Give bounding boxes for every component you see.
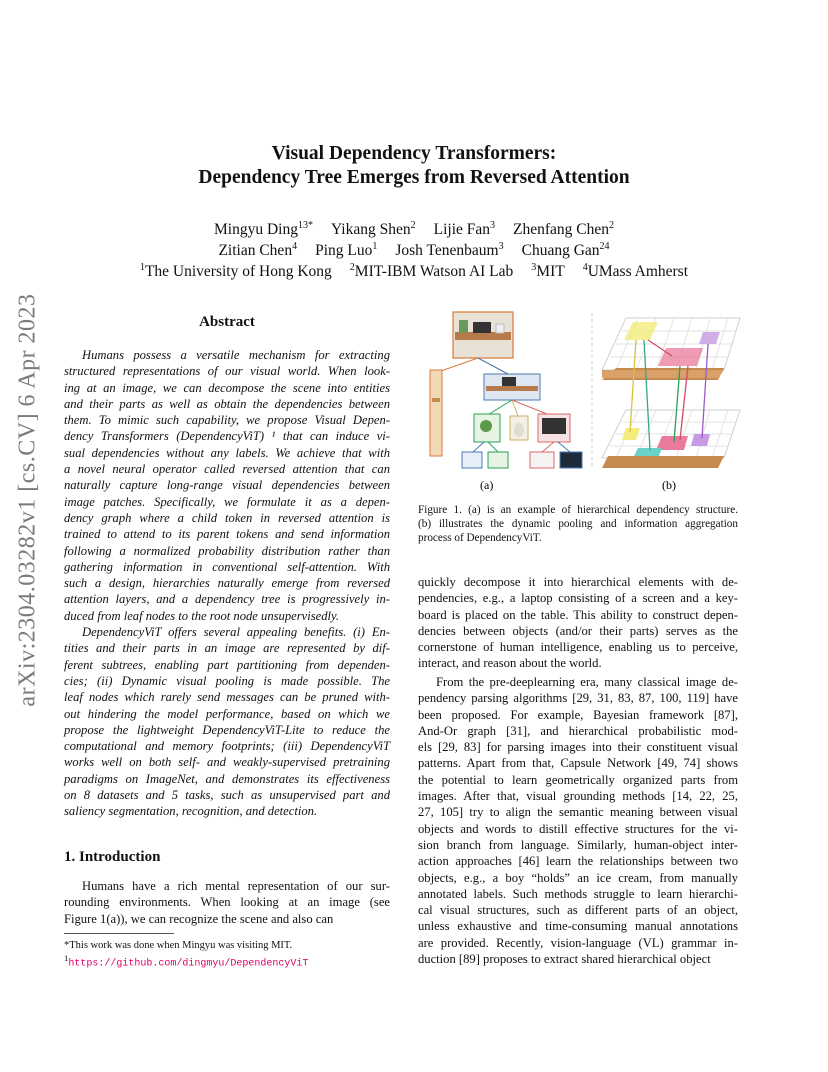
text-line: From the pre-deeplearning era, many classical image de- — [436, 675, 738, 689]
text-line: annotated labels. Such methods struggle to learn hierarchi- — [418, 886, 738, 901]
text-line: are provided. Recently, vision-language (VL) grammar in- — [418, 935, 738, 950]
text-line: gathering information in conventional self-attention. With — [64, 559, 390, 574]
arxiv-id-text: arXiv:2304.03282v1 [cs.CV] 6 Apr 2023 — [14, 293, 41, 707]
author-name: Yikang Shen$^2$ — [330, 220, 416, 239]
text-line: works well on both self- and weakly-supervised pretraining — [64, 755, 390, 770]
text-line: DependencyViT offers several appealing benefits. (i) En- — [82, 625, 390, 640]
arxiv-identifier — [3, 293, 53, 707]
author-name: Chuang Gan$^{24}$ — [521, 241, 610, 260]
text-line: board is placed on the table. This ability to construct depen- — [418, 607, 738, 622]
text-line: dency graph where a child token in reversed attention is — [64, 510, 390, 525]
text-line: els [29, 83] for parsing images into their constituent visual — [418, 740, 738, 755]
text-line: cornerstone of human intelligence, enabling us to perceive, — [418, 640, 738, 655]
abstract-paragraph-1 — [64, 347, 390, 624]
figure-1a-hierarchy — [430, 312, 582, 468]
intro-paragraph-1 — [64, 878, 390, 927]
text-line: computational and memory footprints; (iii) DependencyViT — [64, 739, 390, 754]
affiliation: $^2$MIT-IBM Watson AI Lab — [349, 262, 514, 281]
text-line: naturally capture long-range visual dependencies between — [64, 478, 390, 493]
text-line: 27, 105] try to align the semantic meaning between visual — [418, 805, 738, 820]
affiliation: $^1$The University of Hong Kong — [139, 262, 332, 281]
footnote-2-marker: 1 — [64, 953, 69, 963]
text-line: quickly decompose it into hierarchical elements with de- — [418, 575, 738, 589]
text-line: duced from leaf nodes to the root node unsupervisedly. — [64, 608, 340, 623]
abstract-paragraph-2 — [64, 624, 390, 820]
author-name: Zhenfang Chen$^2$ — [513, 220, 614, 239]
affiliation: $^4$UMass Amherst — [582, 262, 689, 281]
text-line: action approaches [46] learn the relationships between two — [418, 854, 738, 869]
paper-title-line1: Visual Dependency Transformers: — [271, 143, 557, 164]
affiliation: $^3$MIT — [531, 262, 565, 281]
paper-title-line2: Dependency Tree Emerges from Reversed Attention — [198, 167, 630, 188]
footnote-1 — [64, 939, 390, 952]
text-line: objects, e.g., a boy “holds” an ice cream, from manually — [418, 870, 738, 885]
right-column-paragraph-2 — [418, 674, 738, 967]
text-line: following a normalized probability distribution rather than — [64, 543, 390, 558]
figure-1b-pooling — [602, 318, 740, 468]
author-name: Lijie Fan$^3$ — [433, 220, 496, 239]
text-line: the potential to learn geometrically organized parts from — [418, 772, 738, 787]
text-line: cies; (ii) Dynamic visual pooling is made possible. The — [64, 673, 390, 688]
text-line: sual dependencies without any labels. We achieve that with — [64, 445, 390, 460]
text-line: trained to attend to its parent tokens and send information — [64, 527, 390, 542]
text-line: And-Or graph [31], and hierarchical probabilistic mod- — [418, 723, 738, 738]
text-line: image patches. Specifically, we formulate it as a depen- — [64, 494, 390, 509]
text-line: unless exhaustive and time-consuming manual annotations — [418, 919, 738, 934]
text-line: rounding environments. When looking at an image (see — [64, 895, 390, 910]
text-line: propose the lightweight DependencyViT-Lite to reduce the — [64, 722, 390, 737]
author-name: Zitian Chen$^4$ — [218, 241, 298, 260]
text-line: interact, and reason about the world. — [418, 656, 602, 671]
text-line: objects and words to distill effective structures for the vi- — [418, 821, 738, 836]
text-line: and their parts as well as obtain the dependencies between — [64, 396, 390, 411]
text-line: tities and their parts in an image are represented by dif- — [64, 641, 390, 656]
author-name: Mingyu Ding$^{13*}$ — [213, 220, 313, 239]
abstract-heading-text: Abstract — [199, 314, 255, 330]
footnote-2-link[interactable]: https://github.com/dingmyu/DependencyViT — [68, 958, 309, 970]
text-line: out hindering the model performance, based on which we — [64, 706, 390, 721]
text-line: Figure 1(a)), we can recognize the scene and also can — [64, 911, 334, 926]
text-line: cal visual structures, such as different parts of an object, — [418, 903, 738, 918]
text-line: patterns. Apart from that, Capsule Network [49, 74] shows — [418, 756, 738, 771]
figure-1 — [418, 308, 750, 496]
text-line: pendencies, e.g., a laptop consisting of a screen and a key- — [418, 591, 738, 606]
author-name: Josh Tenenbaum$^3$ — [395, 241, 504, 260]
text-line: images. After that, visual grounding methods [14, 22, 25, — [418, 789, 738, 804]
affiliations — [60, 258, 768, 281]
text-line: attention layers, and a dependency tree is progressively in- — [64, 592, 390, 607]
text-line: Humans possess a versatile mechanism for extracting — [82, 348, 390, 362]
abstract-body — [64, 347, 390, 820]
text-line: Figure 1. (a) is an example of hierarchical dependency structure. — [418, 504, 738, 516]
author-name: Ping Luo$^1$ — [315, 241, 378, 260]
figure-1b-label: (b) — [662, 478, 676, 492]
footnote-1-text: *This work was done when Mingyu was visiting MIT. — [64, 940, 293, 951]
text-line: Humans have a rich mental representation of our sur- — [82, 879, 390, 893]
figure-1-caption — [418, 503, 738, 545]
right-column-paragraph-1 — [418, 574, 738, 672]
text-line: ing at an image, we can decompose the scene into entities — [64, 380, 390, 395]
text-line: them. To mimic such capability, we propose Visual Depen- — [64, 413, 390, 428]
text-line: paradigms on ImageNet, and demonstrates its effectiveness — [64, 771, 390, 786]
text-line: duction [89] proposes to extract shared hierarchical object — [418, 952, 711, 967]
text-line: structured representations of our visual world. When look- — [64, 364, 390, 379]
introduction-heading: 1. Introduction — [64, 849, 161, 865]
text-line: sion branch from language. Similarly, human-object inter- — [418, 837, 738, 852]
authors-line1 — [100, 216, 728, 239]
authors-line2 — [100, 237, 728, 260]
text-line: dencies between objects (and/or their parts) serves as the — [418, 623, 738, 638]
text-line: ferent subtrees, enabling part partitioning from dependen- — [64, 657, 390, 672]
text-line: process of DependencyViT. — [418, 532, 542, 544]
text-line: a novel neural operator called reversed attention that can — [64, 462, 390, 477]
text-line: such a design, hierarchies naturally emerge from reversed — [64, 576, 390, 591]
abstract-heading — [64, 313, 390, 331]
footnote-2 — [64, 952, 390, 971]
text-line: pendency parsing algorithms [29, 31, 83, 87, 100, 119] have — [418, 691, 738, 706]
text-line: (b) illustrates the dynamic pooling and information aggregation — [418, 518, 738, 530]
text-line: dency Transformers (DependencyViT) ¹ that can induce vi- — [64, 429, 390, 444]
footnote-rule — [64, 933, 174, 934]
text-line: saliency segmentation, recognition, and detection. — [64, 804, 318, 819]
text-line: leaf nodes which rarely send messages can be pruned with- — [64, 690, 390, 705]
text-line: on 8 datasets and 5 tasks, such as unsupervised part and — [64, 788, 390, 803]
figure-1a-label: (a) — [480, 478, 494, 492]
text-line: been proposed. For example, Bayesian framework [87], — [418, 707, 738, 722]
